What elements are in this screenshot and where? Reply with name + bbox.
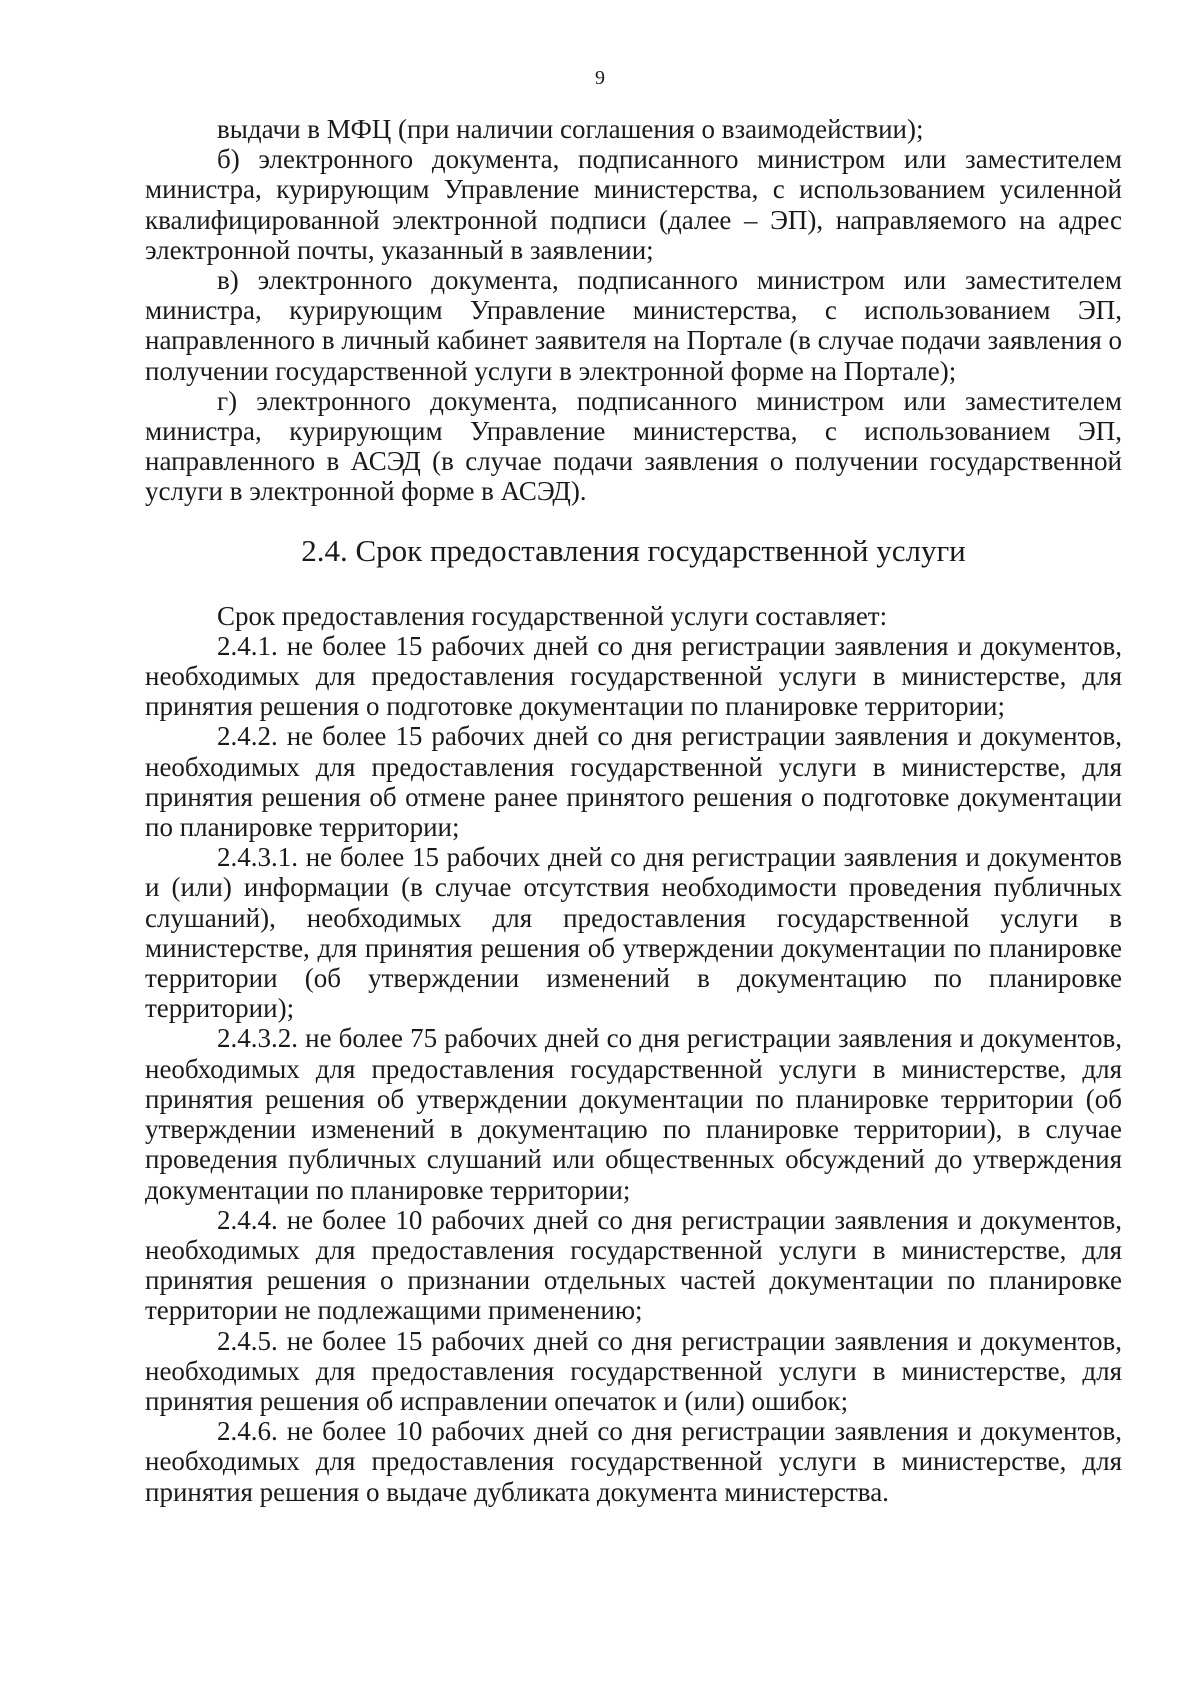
paragraph-item-b: б) электронного документа, подписанного министром или заместителем министра, курирующим Управление министерства, с использованием усиленной квалифицированной электронной подписи (далее – ЭП), направляемого на адрес электронной почты, указанный в заявлении; xyxy=(145,144,1122,265)
section-title: 2.4. Срок предоставления государственной услуги xyxy=(301,532,966,568)
paragraph-term-intro: Срок предоставления государственной услуги составляет: xyxy=(217,600,888,631)
paragraph-2-4-6: 2.4.6. не более 10 рабочих дней со дня регистрации заявления и документов, необходимых для предоставления государственной услуги в министерстве, для принятия решения о выдаче дубликата документа министерства. xyxy=(145,1416,1122,1507)
paragraph-2-4-5: 2.4.5. не более 15 рабочих дней со дня регистрации заявления и документов, необходимых для предоставления государственной услуги в министерстве, для принятия решения об исправлении опечаток и (или) ошибок; xyxy=(145,1325,1122,1416)
paragraph-2-4-1: 2.4.1. не более 15 рабочих дней со дня регистрации заявления и документов, необходимых для предоставления государственной услуги в министерстве, для принятия решения о подготовке документации по планировке территории; xyxy=(145,630,1122,722)
paragraph-mfc-continuation: выдачи в МФЦ (при наличии соглашения о взаимодействии); xyxy=(217,114,924,144)
page-number: 9 xyxy=(595,67,605,89)
document-body xyxy=(145,114,1122,1507)
paragraph-item-v: в) электронного документа, подписанного министром или заместителем министра, курирующим Управление министерства, с использованием ЭП, направленного в личный кабинет заявителя на Портале (в случае подачи заявления о получении государственной услуги в электронной форме на Портале); xyxy=(145,265,1122,386)
paragraph-2-4-3-1: 2.4.3.1. не более 15 рабочих дней со дня регистрации заявления и документов и (или) информации (в случае отсутствия необходимости проведения публичных слушаний), необходимых для предоставления государственной услуги в министерстве, для принятия решения об утверждении документации по планировке территории (об утверждении изменений в документацию по планировке территории); xyxy=(145,842,1122,1024)
paragraph-item-g: г) электронного документа, подписанного министром или заместителем министра, курирующим Управление министерства, с использованием ЭП, направленного в АСЭД (в случае подачи заявления о получении государственной услуги в электронной форме в АСЭД). xyxy=(145,385,1122,507)
paragraph-2-4-2: 2.4.2. не более 15 рабочих дней со дня регистрации заявления и документов, необходимых для предоставления государственной услуги в министерстве, для принятия решения об отмене ранее принятого решения о подготовке документации по планировке территории; xyxy=(145,721,1122,843)
paragraph-2-4-4: 2.4.4. не более 10 рабочих дней со дня регистрации заявления и документов, необходимых для предоставления государственной услуги в министерстве, для принятия решения о признании отдельных частей документации по планировке территории не подлежащими применению; xyxy=(145,1204,1122,1326)
paragraph-2-4-3-2: 2.4.3.2. не более 75 рабочих дней со дня регистрации заявления и документов, необходимых для предоставления государственной услуги в министерстве, для принятия решения об утверждении документации по планировке территории (об утверждении изменений в документацию по планировке территории), в случае проведения публичных слушаний или общественных обсуждений до утверждения документации по планировке территории; xyxy=(145,1023,1122,1205)
